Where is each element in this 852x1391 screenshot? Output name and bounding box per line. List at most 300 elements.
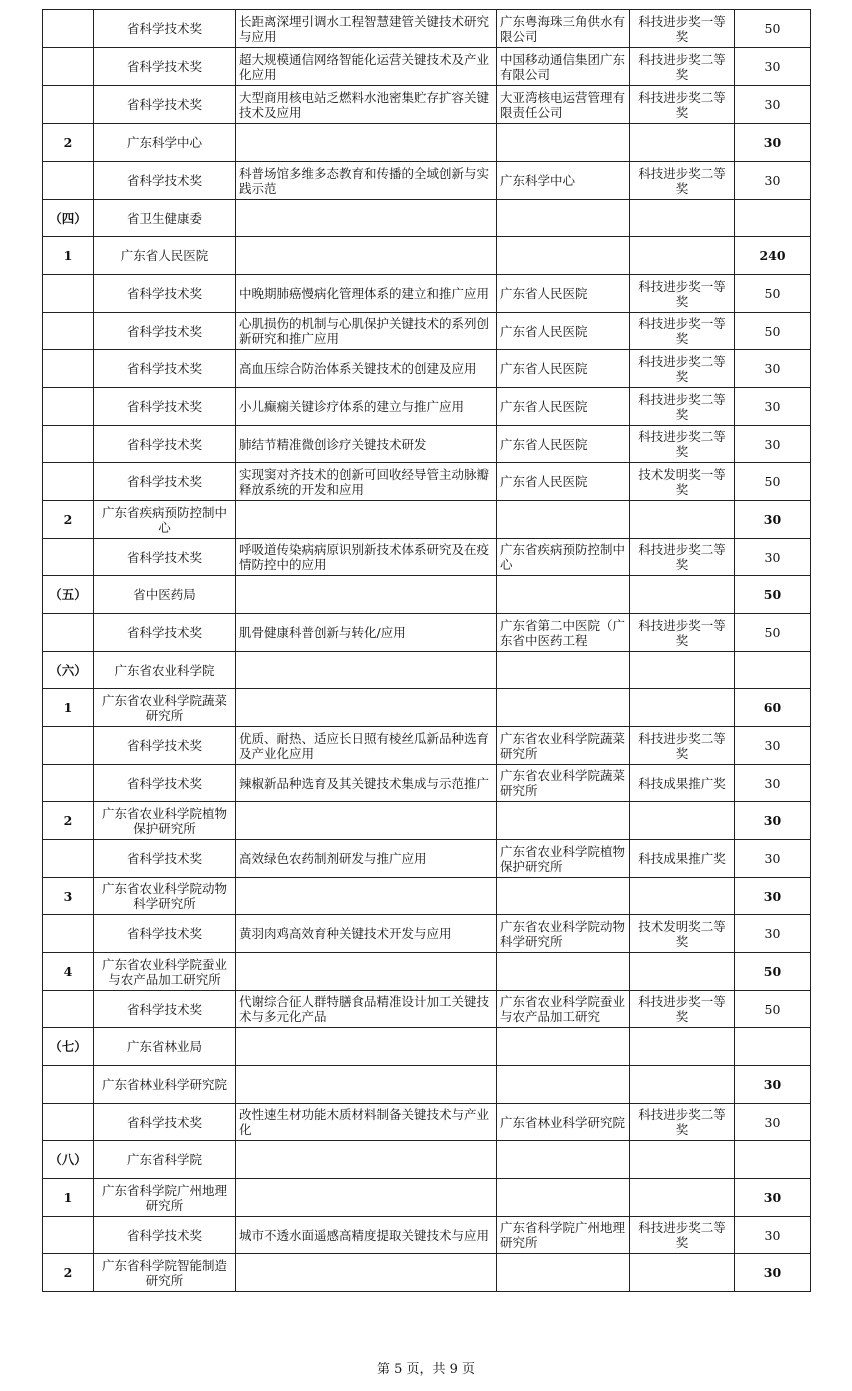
unit-name-cell [497, 991, 630, 1028]
row-number-cell-text: 2 [63, 512, 73, 527]
project-name-cell [236, 576, 497, 614]
row-name-cell [94, 313, 236, 350]
unit-name-cell [497, 765, 630, 802]
unit-name-cell [497, 727, 630, 765]
row-name-cell-text: 省科学技术奖 [126, 474, 202, 489]
row-number-cell [43, 1217, 94, 1254]
project-name-cell [236, 350, 497, 388]
amount-cell-text: 30 [763, 135, 782, 150]
unit-name-cell [497, 388, 630, 426]
table-row [43, 275, 811, 313]
unit-name-cell [497, 10, 630, 48]
project-name-cell [236, 840, 497, 878]
unit-name-cell [497, 802, 630, 840]
project-name-cell [236, 200, 497, 237]
amount-cell-text: 30 [764, 549, 781, 565]
award-grade-cell [630, 237, 735, 275]
group-row [43, 689, 811, 727]
row-name-cell-text: 省科学技术奖 [126, 1227, 202, 1243]
project-name-cell [236, 539, 497, 576]
award-grade-cell-text: 科技进步奖一等奖 [638, 994, 726, 1024]
row-name-cell [94, 48, 236, 86]
project-name-cell [236, 501, 497, 539]
row-number-cell [43, 162, 94, 200]
row-name-cell-text: 广东省林业科学研究院 [101, 1077, 227, 1092]
award-grade-cell [630, 275, 735, 313]
project-name-cell [236, 1141, 497, 1179]
row-name-cell-text: 省科学技术奖 [126, 361, 202, 376]
amount-cell [735, 802, 811, 840]
amount-cell-text: 30 [763, 1077, 782, 1092]
award-grade-cell [630, 1179, 735, 1217]
award-table-body [43, 10, 811, 1292]
award-grade-cell-text: 科技进步奖一等奖 [638, 316, 726, 346]
table-row [43, 10, 811, 48]
unit-name-cell [497, 1104, 630, 1141]
row-number-cell [43, 237, 94, 275]
row-name-cell [94, 350, 236, 388]
project-name-cell [236, 48, 497, 86]
award-grade-cell [630, 426, 735, 463]
project-name-cell [236, 727, 497, 765]
unit-name-cell-text: 中国移动通信集团广东有限公司 [500, 51, 626, 82]
unit-name-cell-text: 广东省人民医院 [500, 474, 588, 489]
row-number-cell [43, 539, 94, 576]
row-name-cell-text: 广东省科学院 [126, 1152, 202, 1167]
award-grade-cell [630, 878, 735, 915]
award-grade-cell-text: 科技进步奖二等奖 [638, 391, 726, 422]
unit-name-cell-text: 广东省林业科学研究院 [500, 1114, 626, 1130]
row-number-cell-text: 2 [63, 135, 73, 150]
row-name-cell-text: 省科学技术奖 [126, 323, 202, 339]
row-name-cell [94, 237, 236, 275]
project-name-cell-text: 大型商用核电站乏燃料水池密集贮存扩容关键技术及应用 [239, 89, 490, 120]
project-name-cell-text: 优质、耐热、适应长日照有棱丝瓜新品种选育及产业化应用 [239, 730, 490, 761]
amount-cell [735, 576, 811, 614]
row-number-cell [43, 689, 94, 727]
award-grade-cell-text: 科技进步奖一等奖 [638, 278, 726, 309]
row-name-cell-text: 广东省农业科学院蚕业与农产品加工研究所 [101, 956, 227, 987]
row-number-cell [43, 200, 94, 237]
amount-cell [735, 652, 811, 689]
amount-cell [735, 840, 811, 878]
row-name-cell-text: 广东省农业科学院动物科学研究所 [101, 881, 227, 911]
unit-name-cell-text: 广东省第二中医院（广东省中医药工程 [500, 617, 626, 648]
project-name-cell-text: 改性速生材功能木质材料制备关键技术与产业化 [239, 1107, 490, 1137]
row-number-cell [43, 915, 94, 953]
table-row [43, 614, 811, 652]
award-grade-cell-text: 科技进步奖二等奖 [638, 542, 726, 572]
unit-name-cell [497, 162, 630, 200]
row-number-cell [43, 878, 94, 915]
group-row [43, 1066, 811, 1104]
table-row [43, 1217, 811, 1254]
award-grade-cell [630, 162, 735, 200]
row-number-cell-text: （五） [49, 587, 87, 602]
unit-name-cell [497, 652, 630, 689]
award-grade-cell-text: 科技成果推广奖 [638, 775, 726, 791]
amount-cell-text: 30 [763, 813, 782, 828]
unit-name-cell [497, 953, 630, 991]
amount-cell [735, 1141, 811, 1179]
row-name-cell-text: 广东省疾病预防控制中心 [101, 504, 227, 535]
unit-name-cell [497, 878, 630, 915]
amount-cell-text: 240 [759, 248, 786, 263]
row-number-cell [43, 48, 94, 86]
row-number-cell [43, 501, 94, 539]
row-name-cell [94, 1028, 236, 1066]
row-number-cell-text: （四） [49, 210, 87, 226]
amount-cell [735, 124, 811, 162]
project-name-cell [236, 426, 497, 463]
award-grade-cell-text: 科技进步奖二等奖 [638, 165, 726, 196]
award-grade-cell [630, 463, 735, 501]
row-name-cell [94, 463, 236, 501]
award-grade-cell [630, 991, 735, 1028]
row-number-cell-text: 2 [63, 1265, 73, 1280]
row-name-cell [94, 878, 236, 915]
amount-cell-text: 30 [764, 436, 781, 452]
row-name-cell [94, 501, 236, 539]
project-name-cell [236, 1217, 497, 1254]
row-name-cell [94, 689, 236, 727]
unit-name-cell-text: 广东省农业科学院蔬菜研究所 [500, 730, 626, 761]
table-row [43, 765, 811, 802]
table-row [43, 539, 811, 576]
award-grade-cell-text: 科技进步奖一等奖 [638, 617, 726, 648]
unit-name-cell [497, 426, 630, 463]
unit-name-cell [497, 275, 630, 313]
unit-name-cell [497, 350, 630, 388]
row-name-cell [94, 802, 236, 840]
project-name-cell-text: 中晚期肺癌慢病化管理体系的建立和推广应用 [239, 286, 490, 301]
row-name-cell [94, 840, 236, 878]
award-grade-cell-text: 科技进步奖二等奖 [638, 429, 726, 459]
unit-name-cell-text: 广东省疾病预防控制中心 [500, 542, 626, 572]
unit-name-cell [497, 1066, 630, 1104]
award-grade-cell [630, 388, 735, 426]
award-grade-cell [630, 350, 735, 388]
unit-name-cell-text: 广东省人民医院 [500, 323, 588, 339]
row-number-cell [43, 576, 94, 614]
project-name-cell [236, 1179, 497, 1217]
unit-name-cell [497, 1254, 630, 1292]
amount-cell [735, 953, 811, 991]
amount-cell [735, 878, 811, 915]
project-name-cell [236, 237, 497, 275]
table-row [43, 463, 811, 501]
row-name-cell [94, 1217, 236, 1254]
award-grade-cell-text: 科技进步奖二等奖 [638, 51, 726, 82]
amount-cell [735, 501, 811, 539]
table-row [43, 313, 811, 350]
unit-name-cell-text: 广东省农业科学院蚕业与农产品加工研究 [500, 994, 626, 1024]
amount-cell-text: 30 [764, 1114, 781, 1130]
award-grade-cell [630, 840, 735, 878]
project-name-cell [236, 124, 497, 162]
row-name-cell-text: 省科学技术奖 [126, 97, 202, 112]
amount-cell-text: 50 [764, 625, 781, 640]
project-name-cell [236, 765, 497, 802]
row-name-cell [94, 275, 236, 313]
project-name-cell [236, 614, 497, 652]
table-row [43, 162, 811, 200]
award-grade-cell [630, 614, 735, 652]
row-name-cell [94, 86, 236, 124]
unit-name-cell [497, 237, 630, 275]
amount-cell [735, 765, 811, 802]
amount-cell [735, 1066, 811, 1104]
group-row [43, 1254, 811, 1292]
row-number-cell [43, 124, 94, 162]
table-row [43, 86, 811, 124]
amount-cell-text: 50 [764, 323, 781, 339]
award-grade-cell [630, 48, 735, 86]
row-number-cell [43, 953, 94, 991]
row-number-cell [43, 10, 94, 48]
project-name-cell-text: 肌骨健康科普创新与转化/应用 [239, 625, 406, 640]
amount-cell [735, 1254, 811, 1292]
amount-cell [735, 10, 811, 48]
project-name-cell [236, 1104, 497, 1141]
table-row [43, 840, 811, 878]
row-number-cell [43, 463, 94, 501]
page-footer: 第 5 页，共 9 页 [376, 1362, 476, 1377]
award-grade-cell-text: 科技进步奖二等奖 [638, 89, 726, 120]
unit-name-cell [497, 840, 630, 878]
amount-cell [735, 48, 811, 86]
row-name-cell-text: 省卫生健康委 [126, 210, 202, 226]
project-name-cell-text: 科普场馆多维多态教育和传播的全域创新与实践示范 [239, 165, 490, 196]
award-grade-cell [630, 1104, 735, 1141]
project-name-cell-text: 超大规模通信网络智能化运营关键技术及产业化应用 [239, 51, 490, 82]
row-number-cell [43, 86, 94, 124]
project-name-cell [236, 86, 497, 124]
unit-name-cell [497, 576, 630, 614]
table-row [43, 48, 811, 86]
row-number-cell [43, 1104, 94, 1141]
amount-cell [735, 991, 811, 1028]
amount-cell [735, 200, 811, 237]
row-name-cell-text: 省科学技术奖 [126, 549, 202, 565]
group-row [43, 1179, 811, 1217]
unit-name-cell-text: 广东省人民医院 [500, 399, 588, 414]
section-row [43, 200, 811, 237]
unit-name-cell [497, 1217, 630, 1254]
row-name-cell-text: 省科学技术奖 [126, 625, 202, 640]
row-name-cell [94, 1179, 236, 1217]
award-grade-cell [630, 313, 735, 350]
row-name-cell-text: 广东省农业科学院 [114, 662, 215, 678]
award-grade-cell [630, 652, 735, 689]
unit-name-cell [497, 463, 630, 501]
amount-cell [735, 237, 811, 275]
amount-cell-text: 30 [763, 888, 782, 904]
row-number-cell [43, 802, 94, 840]
project-name-cell [236, 463, 497, 501]
amount-cell-text: 30 [764, 851, 781, 866]
amount-cell-text: 60 [763, 700, 782, 715]
section-row [43, 652, 811, 689]
amount-cell [735, 388, 811, 426]
row-number-cell [43, 652, 94, 689]
unit-name-cell [497, 1179, 630, 1217]
unit-name-cell [497, 200, 630, 237]
table-row [43, 915, 811, 953]
project-name-cell-text: 高效绿色农药制剂研发与推广应用 [239, 851, 427, 866]
award-grade-cell-text: 科技进步奖二等奖 [638, 730, 726, 761]
unit-name-cell [497, 48, 630, 86]
project-name-cell-text: 城市不透水面遥感高精度提取关键技术与应用 [239, 1227, 490, 1243]
row-number-cell [43, 1179, 94, 1217]
table-row [43, 350, 811, 388]
amount-cell [735, 162, 811, 200]
project-name-cell [236, 10, 497, 48]
award-table [42, 9, 811, 1292]
project-name-cell [236, 1066, 497, 1104]
section-row [43, 576, 811, 614]
row-number-cell [43, 1141, 94, 1179]
row-name-cell [94, 539, 236, 576]
project-name-cell-text: 长距离深埋引调水工程智慧建管关键技术研究与应用 [239, 13, 490, 44]
row-name-cell [94, 10, 236, 48]
row-name-cell [94, 652, 236, 689]
row-name-cell [94, 1254, 236, 1292]
row-number-cell [43, 991, 94, 1028]
group-row [43, 802, 811, 840]
row-number-cell-text: 2 [63, 813, 73, 828]
unit-name-cell [497, 539, 630, 576]
amount-cell [735, 1028, 811, 1066]
row-name-cell-text: 省科学技术奖 [126, 21, 202, 36]
row-number-cell [43, 1066, 94, 1104]
row-name-cell [94, 765, 236, 802]
section-row [43, 1141, 811, 1179]
project-name-cell [236, 802, 497, 840]
unit-name-cell [497, 124, 630, 162]
table-row [43, 1104, 811, 1141]
amount-cell-text: 50 [764, 1001, 781, 1017]
row-name-cell-text: 广东省人民医院 [120, 248, 209, 263]
row-number-cell-text: 1 [63, 700, 73, 715]
award-grade-cell-text: 技术发明奖一等奖 [638, 466, 726, 497]
project-name-cell [236, 1028, 497, 1066]
award-grade-cell [630, 1066, 735, 1104]
award-grade-cell-text: 科技成果推广奖 [638, 851, 726, 866]
project-name-cell [236, 915, 497, 953]
row-name-cell-text: 省科学技术奖 [126, 399, 202, 414]
project-name-cell [236, 991, 497, 1028]
row-name-cell-text: 省科学技术奖 [126, 286, 202, 301]
unit-name-cell-text: 广东省农业科学院蔬菜研究所 [500, 768, 626, 798]
award-grade-cell [630, 765, 735, 802]
row-name-cell-text: 省科学技术奖 [126, 59, 202, 74]
group-row [43, 124, 811, 162]
unit-name-cell [497, 1028, 630, 1066]
row-name-cell-text: 省科学技术奖 [126, 738, 202, 753]
amount-cell-text: 30 [763, 512, 782, 527]
amount-cell [735, 463, 811, 501]
amount-cell-text: 30 [763, 1265, 782, 1280]
award-grade-cell-text: 科技进步奖二等奖 [638, 1220, 726, 1250]
award-grade-cell [630, 10, 735, 48]
project-name-cell-text: 高血压综合防治体系关键技术的创建及应用 [239, 361, 477, 376]
amount-cell [735, 426, 811, 463]
unit-name-cell [497, 689, 630, 727]
row-name-cell [94, 124, 236, 162]
row-name-cell [94, 388, 236, 426]
row-name-cell [94, 1104, 236, 1141]
row-name-cell [94, 200, 236, 237]
row-name-cell-text: 广东省科学院智能制造研究所 [101, 1257, 227, 1288]
project-name-cell [236, 652, 497, 689]
amount-cell-text: 30 [764, 399, 781, 414]
project-name-cell [236, 162, 497, 200]
unit-name-cell-text: 广东省农业科学院动物科学研究所 [500, 918, 626, 949]
award-grade-cell [630, 539, 735, 576]
row-number-cell [43, 765, 94, 802]
award-grade-cell [630, 1217, 735, 1254]
row-name-cell-text: 省科学技术奖 [126, 851, 202, 866]
row-name-cell [94, 426, 236, 463]
row-name-cell [94, 1066, 236, 1104]
row-number-cell [43, 1254, 94, 1292]
amount-cell [735, 915, 811, 953]
unit-name-cell [497, 86, 630, 124]
amount-cell [735, 313, 811, 350]
project-name-cell-text: 代谢综合征人群特膳食品精准设计加工关键技术与多元化产品 [239, 994, 490, 1024]
award-grade-cell [630, 501, 735, 539]
group-row [43, 237, 811, 275]
project-name-cell-text: 心肌损伤的机制与心肌保护关键技术的系列创新研究和推广应用 [239, 316, 490, 346]
amount-cell [735, 86, 811, 124]
table-row [43, 388, 811, 426]
unit-name-cell [497, 1141, 630, 1179]
unit-name-cell-text: 广东省人民医院 [500, 286, 588, 301]
amount-cell [735, 1104, 811, 1141]
award-grade-cell [630, 953, 735, 991]
award-grade-cell [630, 689, 735, 727]
unit-name-cell-text: 广东粤海珠三角供水有限公司 [500, 13, 626, 44]
group-row [43, 878, 811, 915]
row-name-cell-text: 省科学技术奖 [126, 926, 202, 941]
project-name-cell [236, 1254, 497, 1292]
table-row [43, 426, 811, 463]
row-name-cell [94, 576, 236, 614]
row-number-cell [43, 275, 94, 313]
unit-name-cell-text: 广东省科学院广州地理研究所 [500, 1220, 626, 1250]
award-grade-cell [630, 1254, 735, 1292]
row-number-cell [43, 840, 94, 878]
row-name-cell-text: 广东科学中心 [126, 135, 202, 150]
amount-cell [735, 689, 811, 727]
row-number-cell-text: （六） [49, 662, 87, 678]
amount-cell-text: 30 [764, 97, 781, 112]
amount-cell [735, 727, 811, 765]
row-name-cell [94, 614, 236, 652]
amount-cell-text: 30 [764, 59, 781, 74]
table-row [43, 991, 811, 1028]
row-name-cell-text: 省科学技术奖 [126, 173, 202, 188]
row-number-cell [43, 426, 94, 463]
unit-name-cell [497, 614, 630, 652]
project-name-cell-text: 实现窦对齐技术的创新可回收经导管主动脉瓣释放系统的开发和应用 [239, 466, 490, 497]
amount-cell [735, 614, 811, 652]
unit-name-cell-text: 广东省人民医院 [500, 361, 588, 376]
project-name-cell-text: 黄羽肉鸡高效育种关键技术开发与应用 [239, 926, 452, 941]
award-grade-cell [630, 1141, 735, 1179]
section-row [43, 1028, 811, 1066]
